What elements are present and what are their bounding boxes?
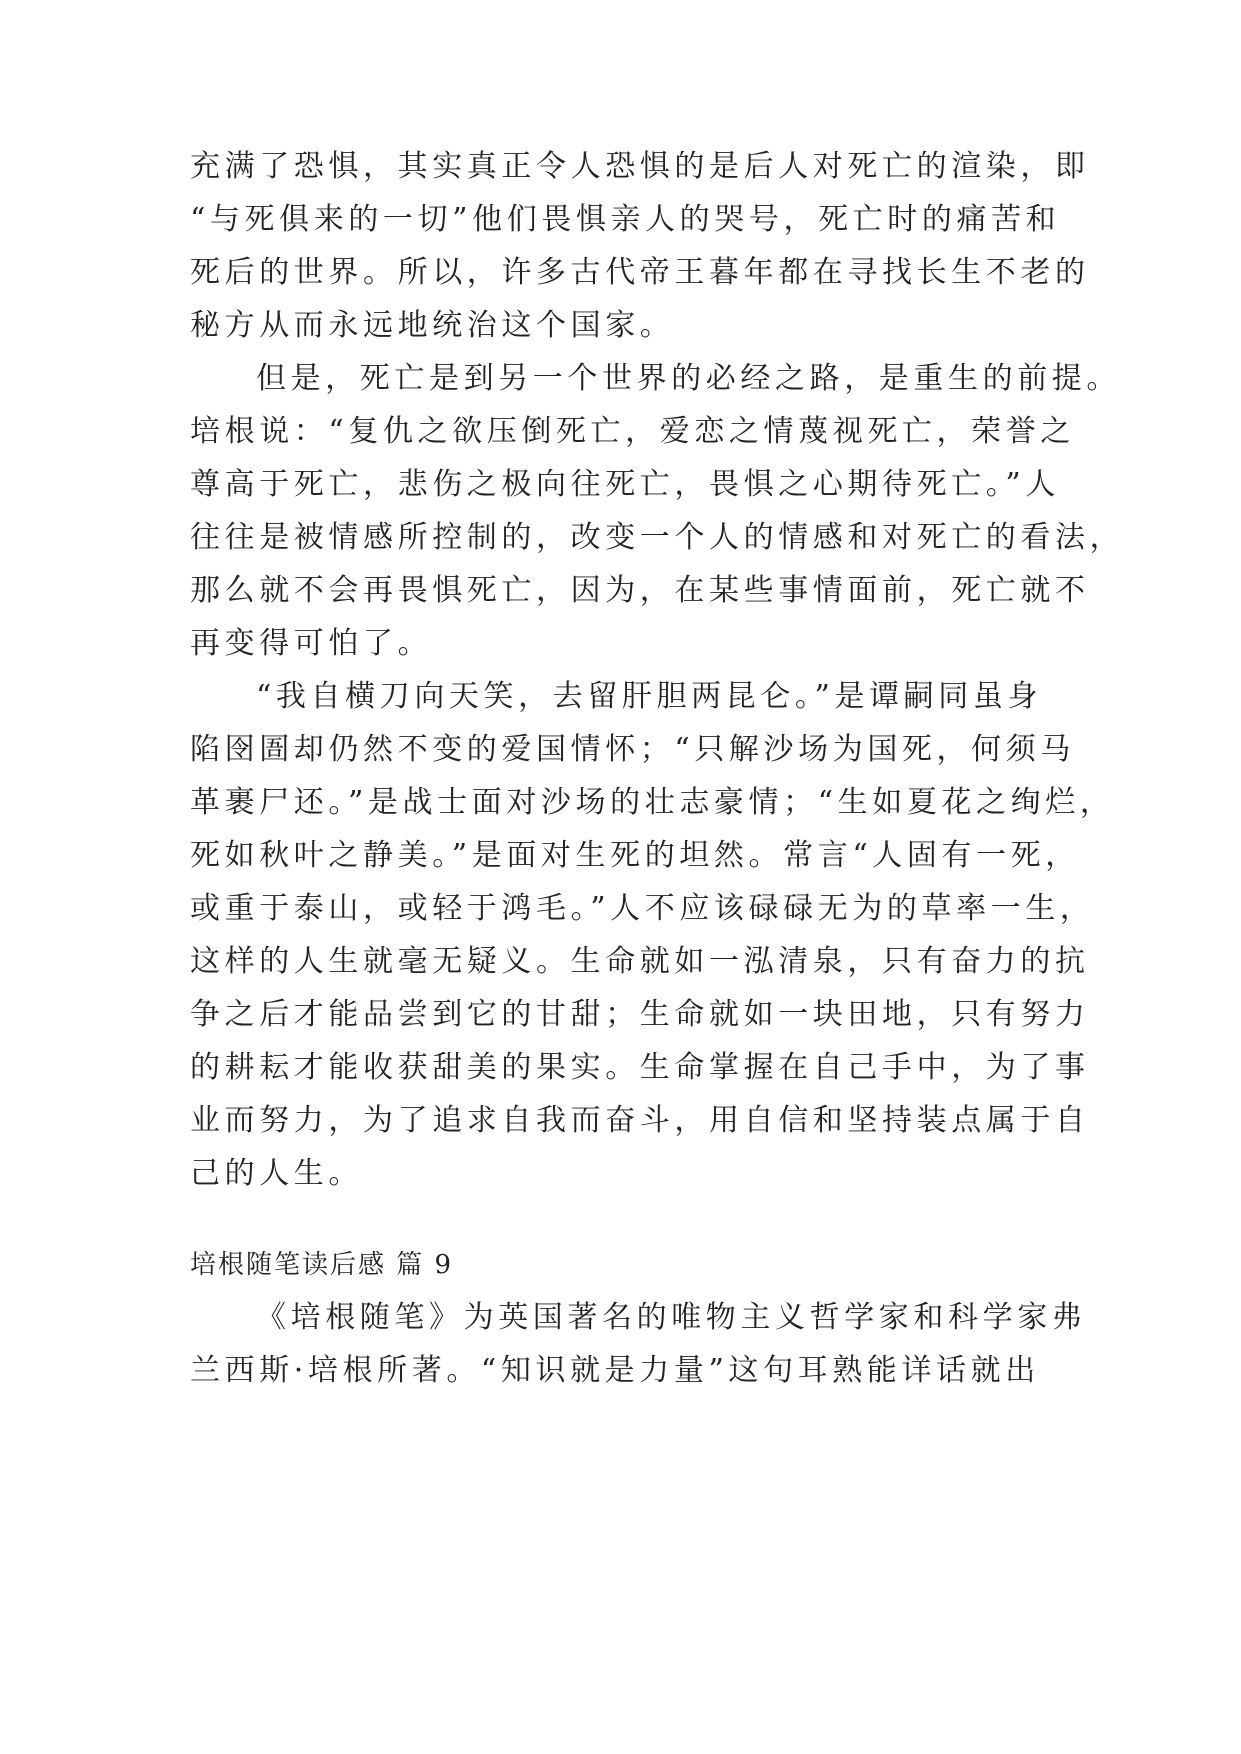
text-line: 死后的世界。所以，许多古代帝王暮年都在寻找长生不老的 — [190, 255, 1090, 290]
text-line: 培根说：“复仇之欲压倒死亡，爱恋之情蔑视死亡，荣誉之 — [190, 414, 1075, 449]
text-line: 争之后才能品尝到它的甘甜；生命就如一块田地，只有努力 — [190, 997, 1090, 1032]
text-line: 尊高于死亡，悲伤之极向往死亡，畏惧之心期待死亡。”人 — [190, 467, 1060, 502]
text-line: 但是，死亡是到另一个世界的必经之路，是重生的前提。 — [256, 361, 1121, 396]
text-line: 秘方从而永远地统治这个国家。 — [190, 308, 675, 343]
text-line: 再变得可怕了。 — [190, 626, 433, 661]
text-line: “我自横刀向天笑，去留肝胆两昆仑。”是谭嗣同虽身 — [256, 679, 1043, 714]
text-line: 充满了恐惧，其实真正令人恐惧的是后人对死亡的渲染，即 — [190, 149, 1090, 184]
text-line: 这样的人生就毫无疑义。生命就如一泓清泉，只有奋力的抗 — [190, 944, 1090, 979]
section-heading: 培根随笔读后感 篇 9 — [190, 1250, 454, 1280]
text-line: 那么就不会再畏惧死亡，因为，在某些事情面前，死亡就不 — [190, 573, 1090, 608]
text-line: 的耕耘才能收获甜美的果实。生命掌握在自己手中，为了事 — [190, 1050, 1090, 1085]
text-line: 死如秋叶之静美。”是面对生死的坦然。常言“人固有一死， — [190, 838, 1080, 873]
text-line: 革裹尸还。”是战士面对沙场的壮志豪情；“生如夏花之绚烂， — [190, 785, 1115, 820]
text-line: “与死俱来的一切”他们畏惧亲人的哭号，死亡时的痛苦和 — [190, 202, 1061, 237]
text-line: 往往是被情感所控制的，改变一个人的情感和对死亡的看法， — [190, 520, 1125, 555]
text-line: 或重于泰山，或轻于鸿毛。”人不应该碌碌无为的草率一生， — [190, 891, 1095, 926]
text-line: 兰西斯·培根所著。“知识就是力量”这句耳熟能详话就出 — [190, 1353, 1040, 1388]
text-line: 《培根随笔》为英国著名的唯物主义哲学家和科学家弗 — [256, 1300, 1087, 1335]
text-line: 业而努力，为了追求自我而奋斗，用自信和坚持装点属于自 — [190, 1103, 1090, 1138]
text-line: 己的人生。 — [190, 1156, 363, 1191]
text-line: 陷囹圄却仍然不变的爱国情怀；“只解沙场为国死，何须马 — [190, 732, 1075, 767]
